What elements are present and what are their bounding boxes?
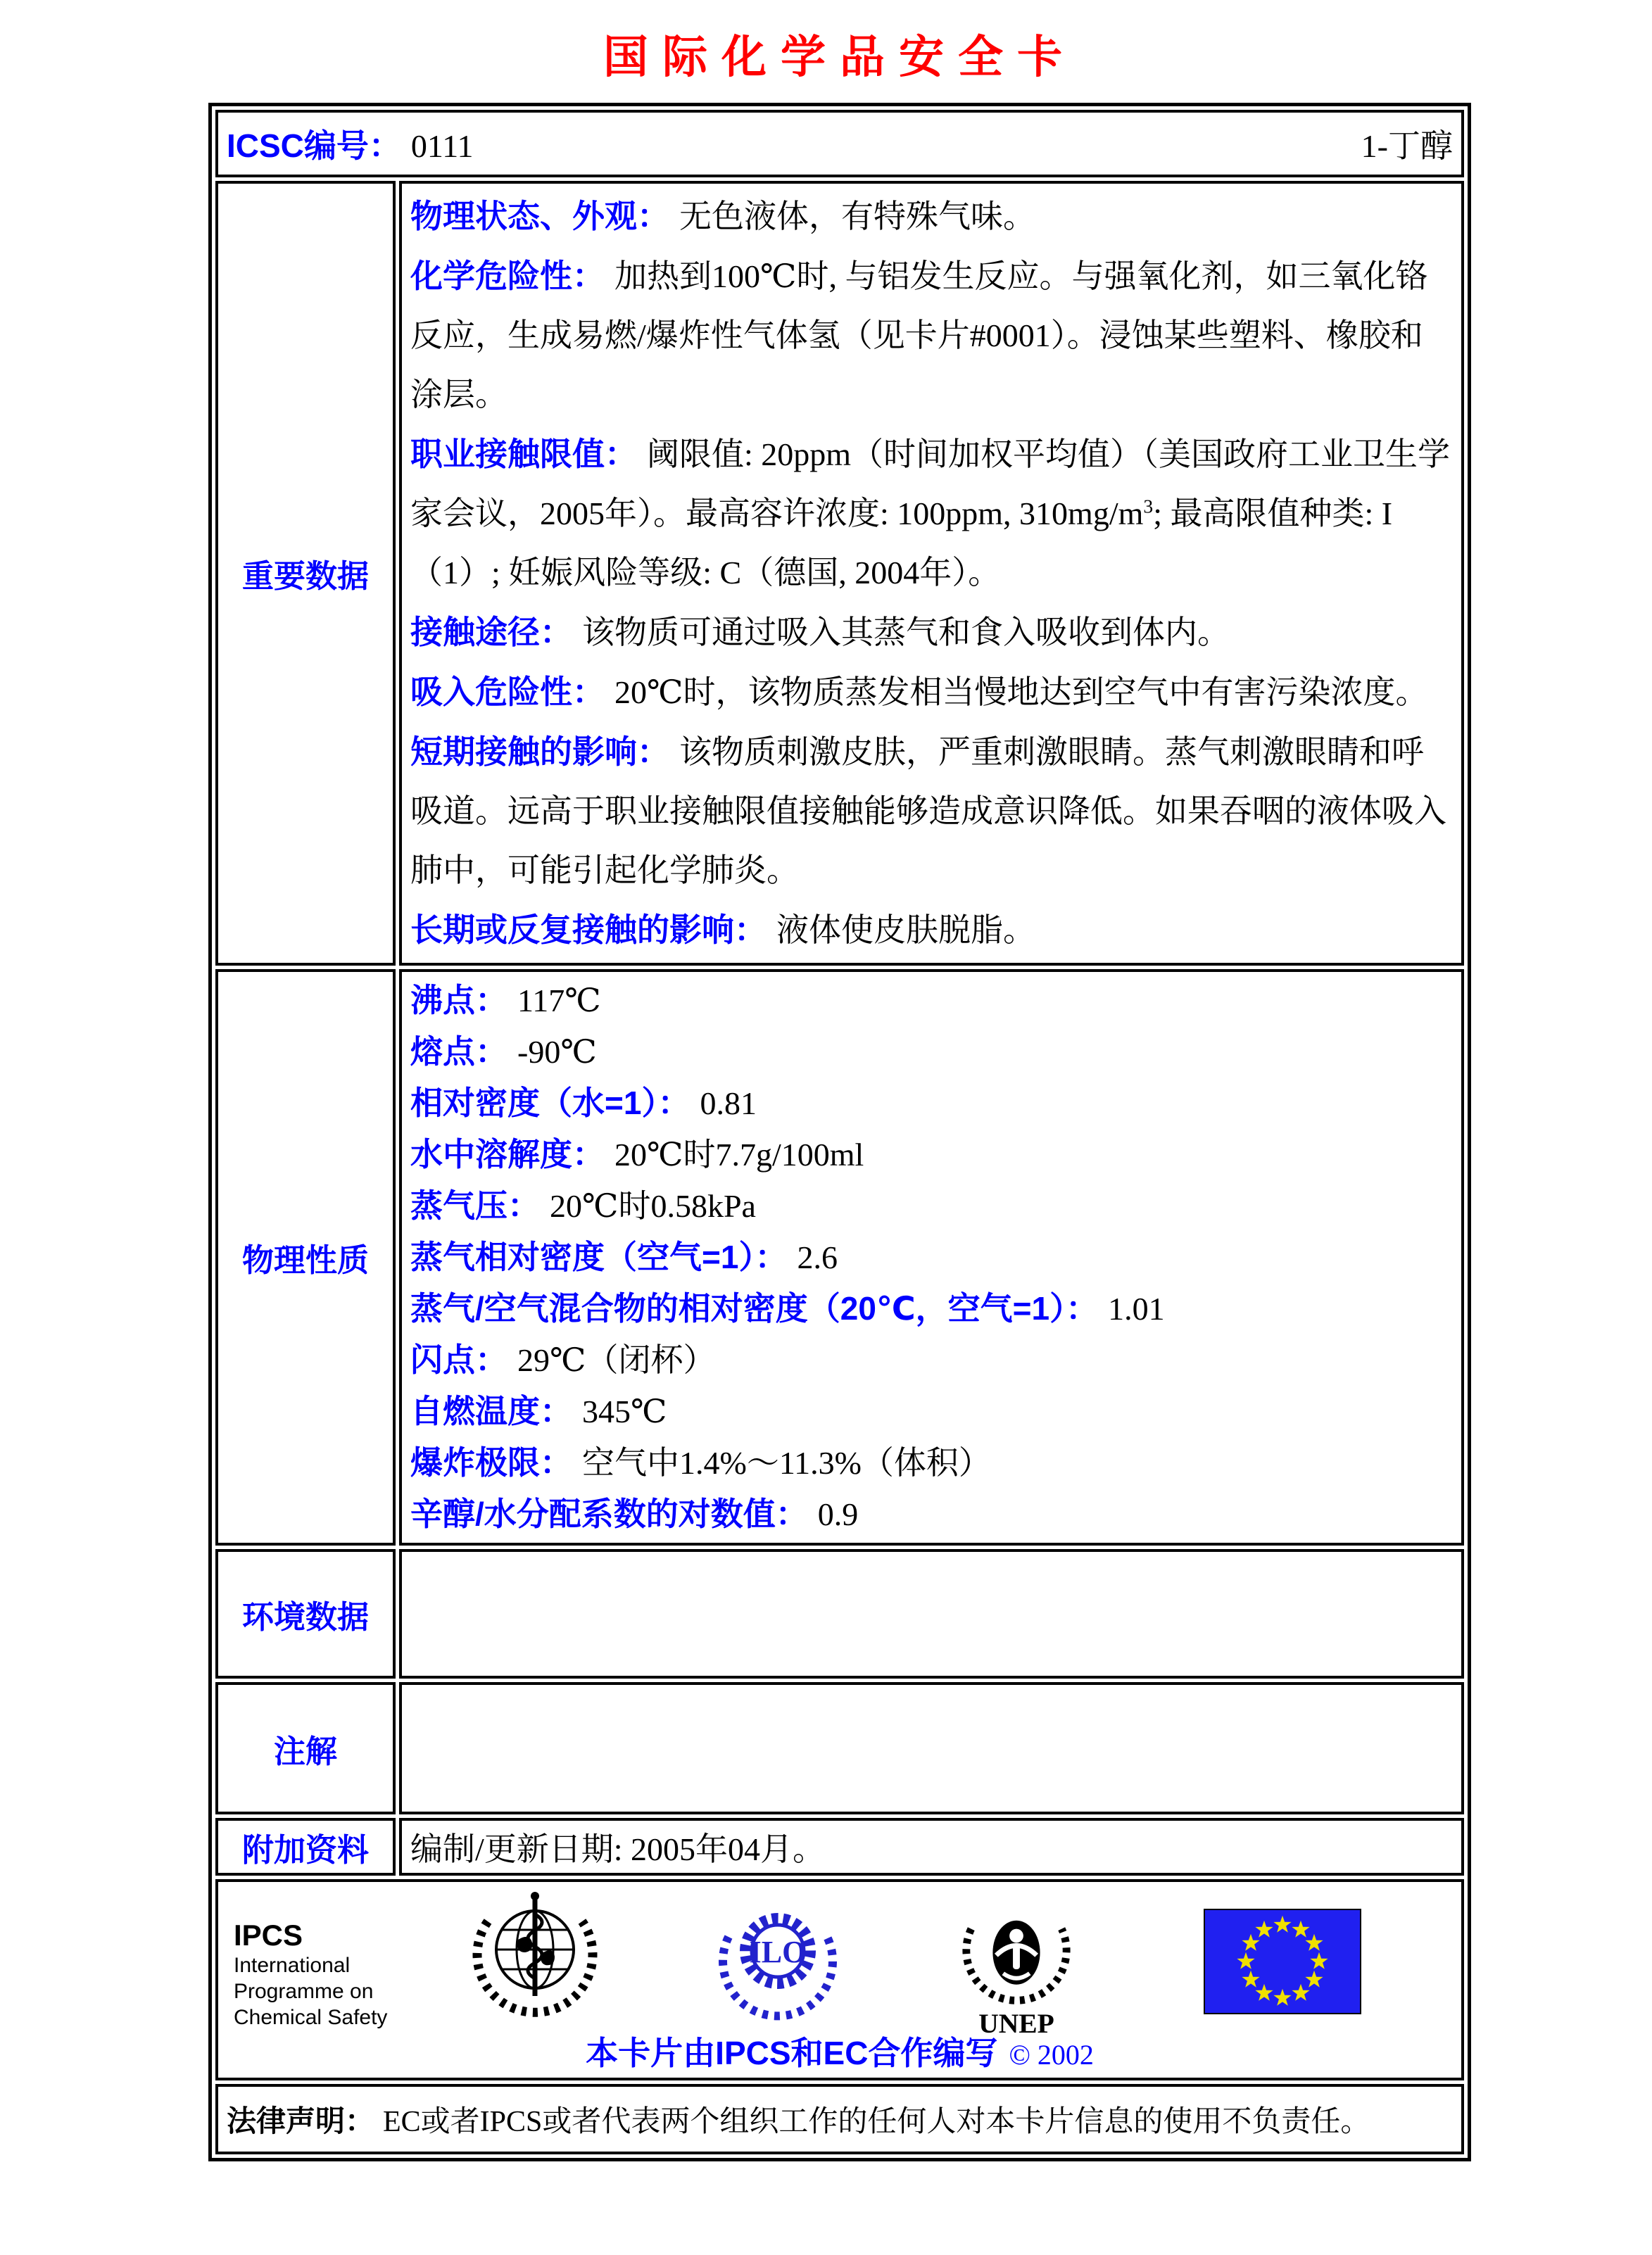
table-row-notes: [215, 1682, 1464, 1814]
field-value: 29℃（闭杯）: [517, 1342, 716, 1378]
field-exposure-routes: [410, 602, 1453, 662]
field-value: 20℃时7.7g/100ml: [614, 1137, 864, 1173]
field-physical-state: [410, 187, 1453, 246]
field-label: 自燃温度：: [410, 1393, 572, 1429]
field-value: 1.01: [1108, 1291, 1165, 1327]
legal-notice-cell: [215, 2084, 1464, 2154]
field-short-term-effects: [410, 722, 1453, 900]
logos-cell: [215, 1879, 1464, 2080]
ipcs-line-3: Chemical Safety: [234, 2006, 388, 2029]
icsc-card-table: [208, 103, 1471, 2161]
field-value: 该物质可通过吸入其蒸气和食入吸收到体内。: [582, 614, 1230, 650]
field-label: 蒸气压：: [410, 1187, 540, 1224]
icsc-number-value: 0111: [410, 128, 474, 164]
field-value: 液体使皮肤脱脂。: [776, 912, 1035, 948]
ipcs-line-1: International: [234, 1954, 351, 1977]
field-label: 水中溶解度：: [410, 1136, 605, 1173]
field-octanol-water-partition: [410, 1489, 1453, 1540]
table-row-environment: [215, 1549, 1464, 1679]
additional-info-row-label: 附加资料: [215, 1818, 396, 1876]
ilo-logo-text: ILO: [749, 1935, 807, 1969]
header-cell: [215, 110, 1464, 177]
field-explosive-limits: [410, 1437, 1453, 1489]
caption-text: 本卡片由IPCS和EC合作编写: [586, 2035, 998, 2071]
field-label: 闪点：: [410, 1341, 507, 1378]
unep-logo-text: UNEP: [978, 2007, 1054, 2039]
field-water-solubility: [410, 1129, 1453, 1180]
field-melting-point: [410, 1026, 1453, 1078]
ipcs-text-block: [234, 1919, 387, 2030]
ilo-logo-icon: [711, 1900, 845, 2026]
field-value: 加热到100℃时, 与铝发生反应。与强氧化剂，如三氧化铬反应，生成易燃/爆炸性气体氢（见卡片#0001）。浸蚀某些塑料、橡胶和涂层。: [410, 258, 1428, 412]
field-value: 阈限值: 20ppm（时间加权平均值）（美国政府工业卫生学家会议，2005年）。最高容许浓度: 100ppm, 310mg/m: [410, 436, 1451, 531]
field-label: 熔点：: [410, 1033, 507, 1070]
field-value: 该物质刺激皮肤，严重刺激眼睛。蒸气刺激眼睛和呼吸道。远高于职业接触限值接触能够造成意识降低。如果吞咽的液体吸入肺中，可能引起化学肺炎。: [410, 734, 1446, 888]
table-row-physical: [215, 969, 1464, 1546]
table-row-important: [215, 181, 1464, 966]
field-occupational-exposure-limits: [410, 424, 1453, 602]
who-logo-icon: [465, 1885, 605, 2031]
field-label: 接触途径：: [410, 614, 572, 650]
table-row-header: [215, 110, 1464, 177]
field-flash-point: [410, 1334, 1453, 1386]
ipcs-line-2: Programme on: [234, 1980, 374, 2003]
field-label: 相对密度（水=1）：: [410, 1085, 691, 1121]
field-inhalation-risk: [410, 662, 1453, 722]
field-boiling-point: [410, 975, 1453, 1026]
field-value: 117℃: [517, 983, 601, 1018]
unep-logo-icon: [957, 1895, 1076, 2039]
field-chemical-danger: [410, 246, 1453, 424]
ipcs-acronym: IPCS: [234, 1919, 303, 1952]
field-label: 化学危险性：: [410, 258, 605, 294]
field-vapor-pressure: [410, 1180, 1453, 1232]
notes-row-label: 注解: [215, 1682, 396, 1814]
notes-content: [399, 1682, 1464, 1814]
update-date-text: 编制/更新日期: 2005年04月。: [410, 1831, 826, 1867]
table-row-legal: [215, 2084, 1464, 2154]
environment-data-row-label: 环境数据: [215, 1549, 396, 1679]
field-vapor-air-mixture-density: [410, 1283, 1453, 1334]
field-value: 2.6: [797, 1239, 838, 1275]
cooperation-caption: [218, 2033, 1461, 2075]
field-long-term-effects: [410, 900, 1453, 960]
legal-notice-text: EC或者IPCS或者代表两个组织工作的任何人对本卡片信息的使用不负责任。: [383, 2106, 1370, 2138]
icsc-number-group: [227, 120, 474, 167]
table-row-logos: [215, 1879, 1464, 2080]
physical-properties-row-label: 物理性质: [215, 969, 396, 1546]
field-label: 蒸气相对密度（空气=1）：: [410, 1239, 788, 1275]
field-autoignition-temperature: [410, 1386, 1453, 1437]
caption-copyright: © 2002: [1009, 2039, 1094, 2071]
field-value-continued: ; 最高限值种类: I（1）; 妊娠风险等级: C（德国, 2004年）。: [410, 495, 1393, 590]
field-value: -90℃: [517, 1034, 597, 1070]
important-data-content: [399, 181, 1464, 966]
field-value: 0.81: [700, 1085, 757, 1121]
field-label: 沸点：: [410, 982, 507, 1018]
field-value: 空气中1.4%～11.3%（体积）: [582, 1445, 991, 1481]
physical-properties-content: [399, 969, 1464, 1546]
important-data-row-label: 重要数据: [215, 181, 396, 966]
field-value: 0.9: [817, 1496, 859, 1532]
field-label: 爆炸极限：: [410, 1444, 572, 1481]
field-value: 345℃: [582, 1394, 667, 1429]
field-label: 短期接触的影响：: [410, 733, 669, 770]
field-label: 物理状态、外观：: [410, 198, 669, 234]
additional-info-content: [399, 1818, 1464, 1876]
field-label: 长期或反复接触的影响：: [410, 911, 767, 948]
chemical-name: 1-丁醇: [1361, 128, 1453, 164]
superscript: 3: [1143, 495, 1154, 517]
environment-data-content: [399, 1549, 1464, 1679]
field-relative-density: [410, 1078, 1453, 1129]
legal-notice-label: 法律声明：: [227, 2104, 375, 2137]
page-title: 国际化学品安全卡: [603, 31, 1076, 84]
field-value: 20℃时0.58kPa: [550, 1188, 756, 1224]
field-value: 无色液体，有特殊气味。: [679, 198, 1035, 234]
field-label: 职业接触限值：: [410, 436, 637, 472]
field-label: 蒸气/空气混合物的相对密度（20℃，空气=1）：: [410, 1290, 1099, 1327]
eu-flag-icon: [1204, 1909, 1361, 2014]
field-value: 20℃时，该物质蒸发相当慢地达到空气中有害污染浓度。: [614, 674, 1428, 710]
field-vapor-relative-density: [410, 1232, 1453, 1283]
table-row-additional: [215, 1818, 1464, 1876]
field-label: 辛醇/水分配系数的对数值：: [410, 1496, 808, 1532]
field-label: 吸入危险性：: [410, 674, 605, 710]
icsc-number-label: ICSC编号：: [227, 127, 401, 164]
